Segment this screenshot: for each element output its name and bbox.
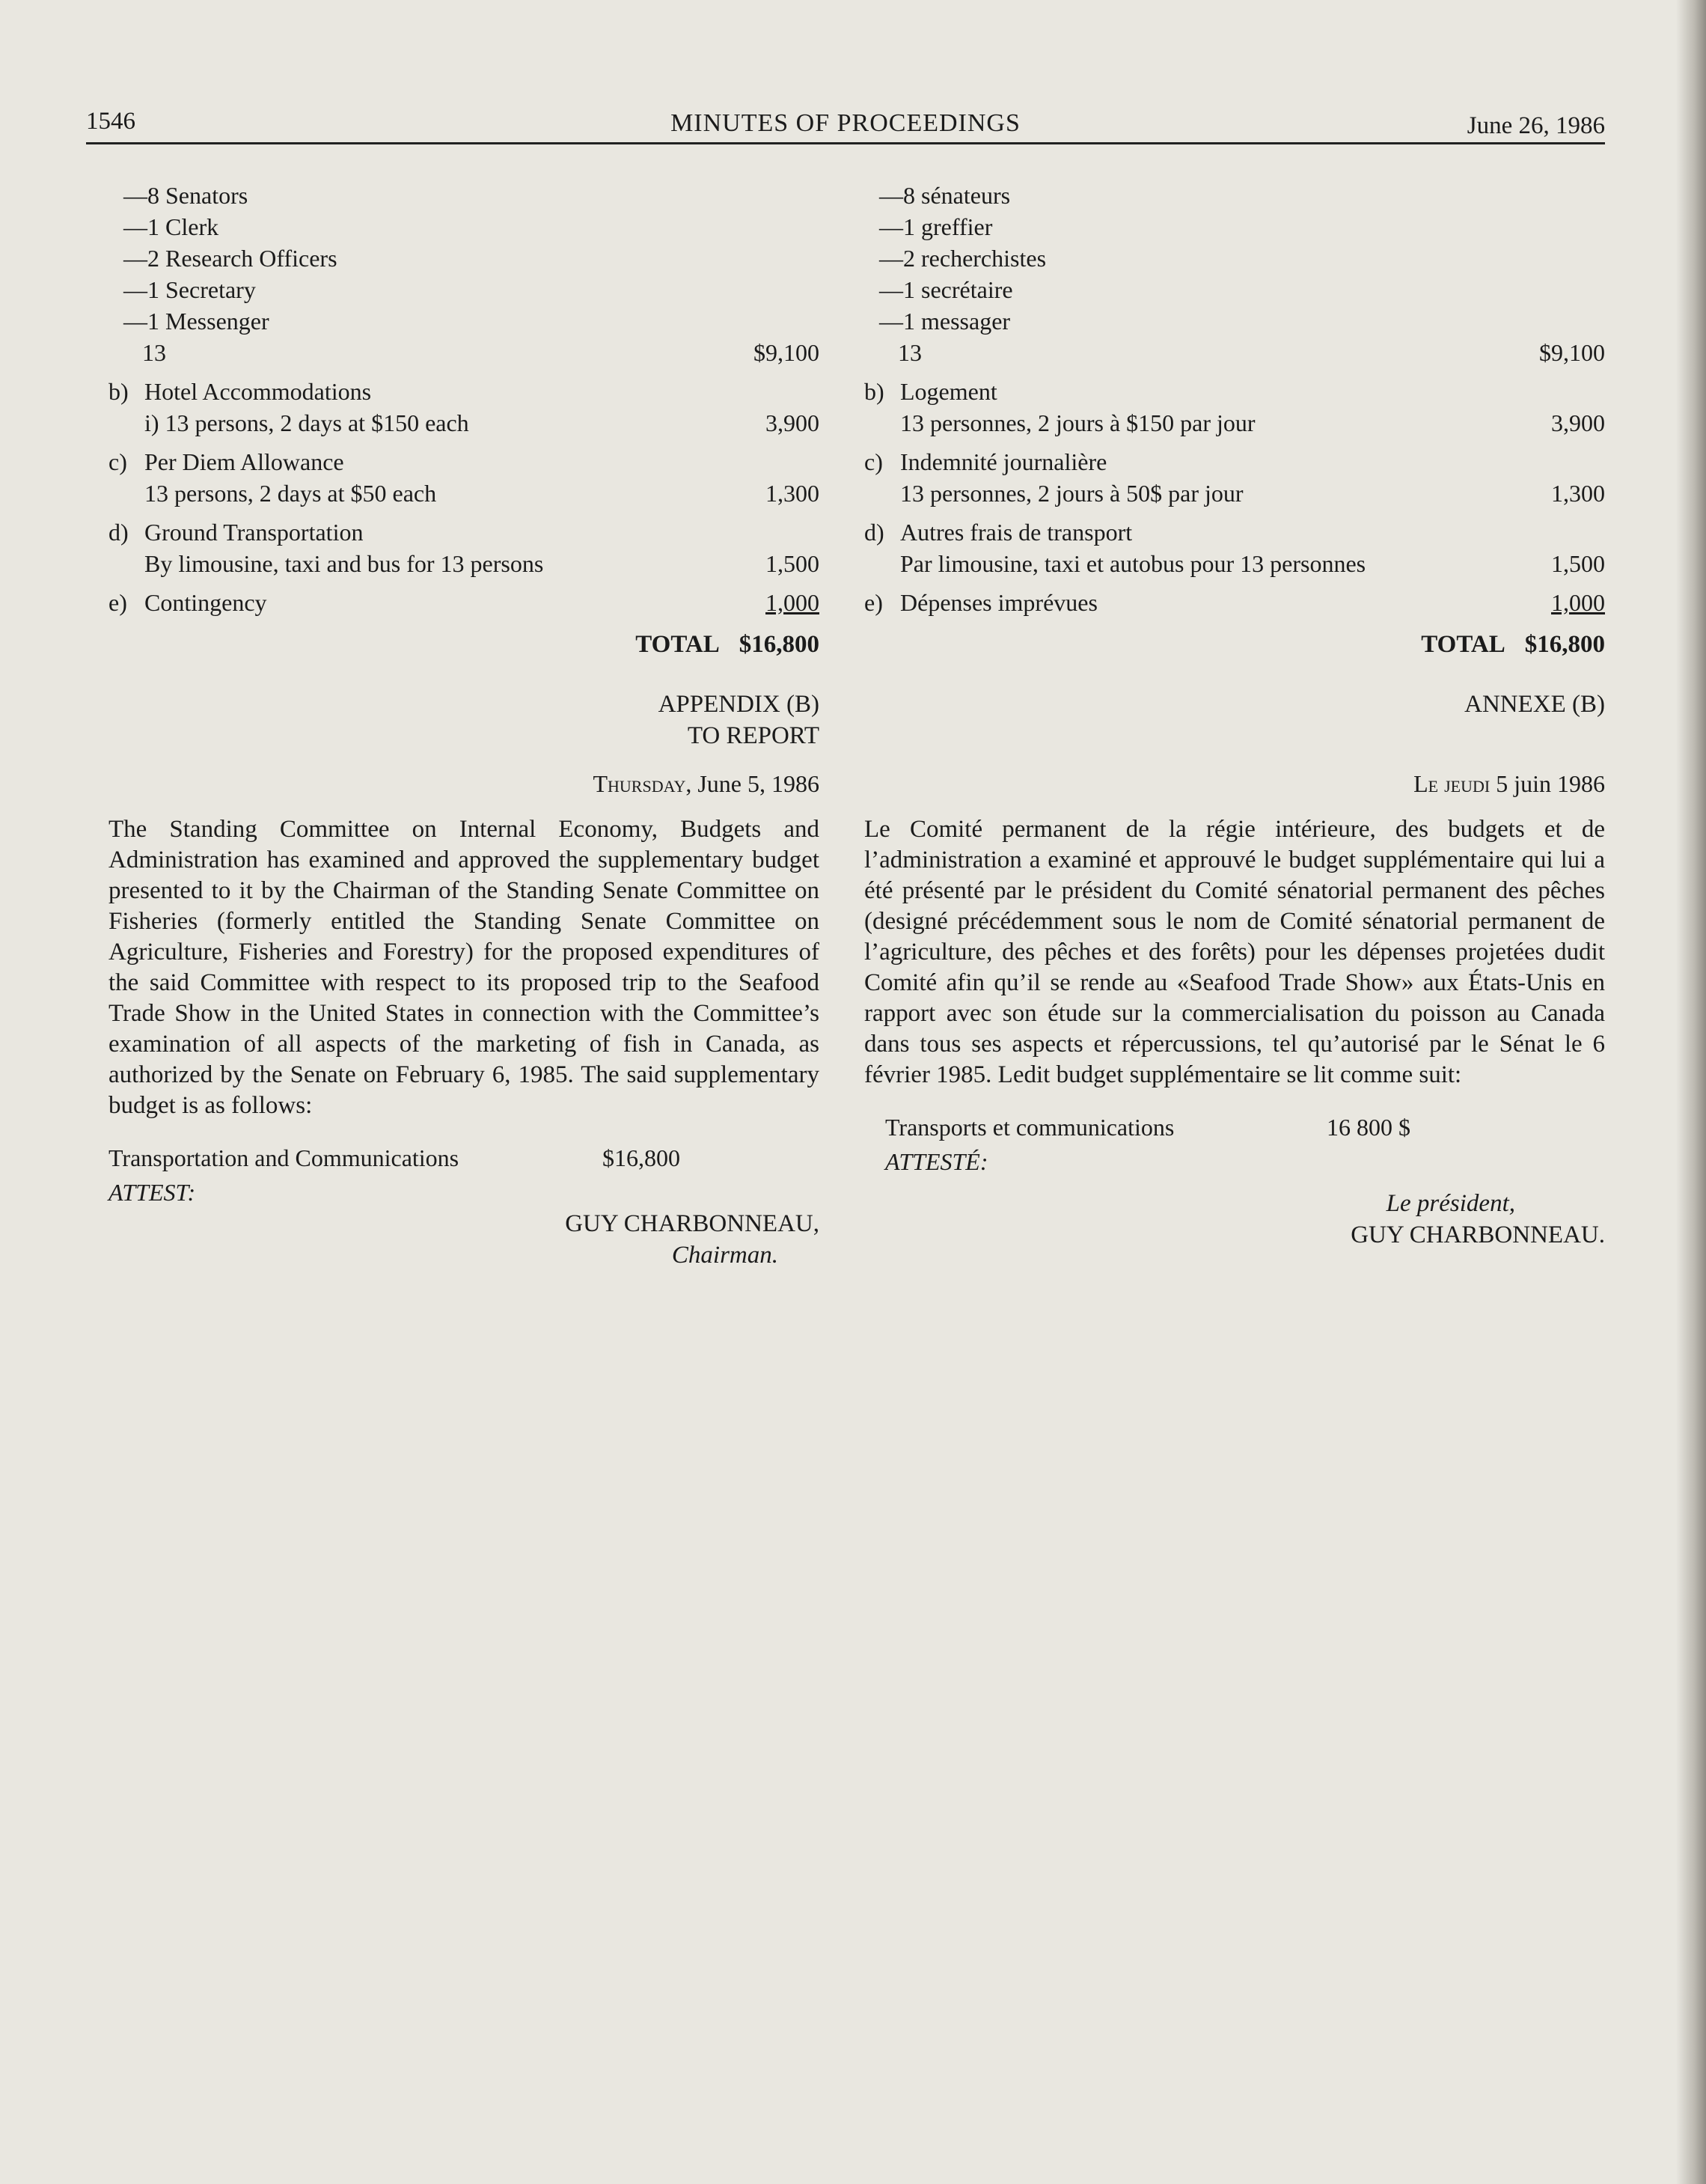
item-label: d) xyxy=(108,519,129,546)
budget-item xyxy=(108,446,819,509)
report-date-rest: June 5, 1986 xyxy=(697,770,819,797)
budget-item xyxy=(864,446,1605,509)
budget-item xyxy=(864,516,1605,579)
page-header xyxy=(86,105,1605,144)
item-detail: i) 13 persons, 2 days at $150 each xyxy=(144,409,469,436)
report-date xyxy=(108,768,819,799)
staff-total-count: 13 xyxy=(898,339,922,366)
staff-total-amount: $9,100 xyxy=(1539,339,1605,366)
appendix-subtitle: TO REPORT xyxy=(687,722,819,749)
budget-item xyxy=(108,587,819,618)
item-title: Indemnité journalière xyxy=(900,448,1107,475)
item-detail: 13 personnes, 2 jours à 50$ par jour xyxy=(900,480,1244,507)
transport-amount: $16,800 xyxy=(602,1144,680,1171)
staff-total-amount: $9,100 xyxy=(753,339,819,366)
item-title: Hotel Accommodations xyxy=(144,378,372,405)
attest-label: ATTESTÉ: xyxy=(885,1148,988,1175)
budget-item xyxy=(864,376,1605,439)
item-title: Ground Transportation xyxy=(144,519,364,546)
total-label: TOTAL xyxy=(635,631,720,658)
budget-item xyxy=(864,587,1605,618)
budget-item xyxy=(108,516,819,579)
report-date-day: Le jeudi xyxy=(1413,770,1491,797)
item-title: Autres frais de transport xyxy=(900,519,1133,546)
signature-block xyxy=(864,1188,1605,1251)
signatory-title: Le président, xyxy=(1386,1190,1515,1217)
item-amount: 1,500 xyxy=(1551,550,1605,577)
item-title: Dépenses imprévues xyxy=(900,589,1098,616)
signatory-title: Chairman. xyxy=(671,1242,778,1269)
staff-line: —1 Clerk xyxy=(123,213,219,240)
staff-line: —1 secrétaire xyxy=(879,276,1013,303)
appendix-title: ANNEXE (B) xyxy=(1464,691,1605,718)
staff-line: —1 greffier xyxy=(879,213,993,240)
staff-line: —1 messager xyxy=(879,308,1011,335)
total-amount: $16,800 xyxy=(1524,631,1605,658)
body-paragraph: Le Comité permanent de la régie intérieure, des budgets et de l’administration a examiné et approuvé le budget supplémentaire qui lui a été présenté par le président du Comité sénatorial permanent des pêches (designé précédemment sous le nom de Comité sénatorial permanent de l’agriculture, des pêches et des forêts) pour les dépenses projetées dudit Comité afin qu’il se rende au «Seafood Trade Show» aux États-Unis en rapport avec son étude sur la commercialisation du poisson au Canada dans tous ses aspects et répercussions, tel qu’autorisé par le Sénat le 6 février 1985. Ledit budget supplémentaire se lit comme suit: xyxy=(864,816,1605,1088)
header-date: June 26, 1986 xyxy=(1467,112,1605,139)
item-amount: 1,300 xyxy=(765,480,819,507)
item-label: e) xyxy=(864,589,883,616)
staff-line: —1 Secretary xyxy=(123,276,256,303)
item-label: c) xyxy=(108,448,127,475)
appendix-heading xyxy=(108,689,819,751)
item-title: Logement xyxy=(900,378,997,405)
report-date-day: Thursday, xyxy=(593,770,692,797)
transport-line xyxy=(108,1142,819,1174)
staff-line: —1 Messenger xyxy=(123,308,269,335)
transport-line xyxy=(864,1111,1605,1143)
attest-label: ATTEST: xyxy=(108,1179,196,1206)
total-line xyxy=(864,629,1605,660)
item-label: d) xyxy=(864,519,884,546)
total-amount: $16,800 xyxy=(739,631,819,658)
staff-line: —2 Research Officers xyxy=(123,245,337,272)
staff-line: —2 recherchistes xyxy=(879,245,1047,272)
report-date-rest: 5 juin 1986 xyxy=(1496,770,1605,797)
transport-label: Transportation and Communications xyxy=(108,1144,459,1171)
item-amount: 3,900 xyxy=(1551,409,1605,436)
english-column xyxy=(108,180,819,1271)
signature-block xyxy=(108,1208,819,1271)
item-detail: 13 personnes, 2 jours à $150 par jour xyxy=(900,409,1256,436)
item-amount: 1,000 xyxy=(1551,589,1605,616)
item-amount: 1,000 xyxy=(765,589,819,616)
staff-total-row xyxy=(108,337,819,368)
page-number: 1546 xyxy=(86,108,135,135)
staff-total-count: 13 xyxy=(142,339,166,366)
transport-amount: 16 800 $ xyxy=(1327,1114,1410,1141)
staff-line: —8 sénateurs xyxy=(879,182,1011,209)
item-amount: 1,300 xyxy=(1551,480,1605,507)
body-paragraph: The Standing Committee on Internal Economy, Budgets and Administration has examined and approved the supplementary budget presented to it by the Chairman of the Standing Senate Committee on Fisheries (formerly entitled the Standing Senate Committee on Agriculture, Fisheries and Forestry) for the proposed expenditures of the said Committee with respect to its proposed trip to the Seafood Trade Show in the United States in connection with the Committee’s examination of all aspects of the marketing of fish in Canada, as authorized by the Senate on February 6, 1985. The said supplementary budget is as follows: xyxy=(108,816,819,1119)
signatory-name: GUY CHARBONNEAU. xyxy=(1351,1221,1605,1248)
appendix-heading xyxy=(864,689,1605,720)
item-detail: By limousine, taxi and bus for 13 persons xyxy=(144,550,544,577)
page-edge-shadow xyxy=(1676,0,1706,2184)
item-detail: Par limousine, taxi et autobus pour 13 personnes xyxy=(900,550,1366,577)
appendix-title: APPENDIX (B) xyxy=(658,691,819,718)
staff-total-row xyxy=(864,337,1605,368)
item-title: Contingency xyxy=(144,589,267,616)
transport-label: Transports et communications xyxy=(885,1114,1175,1141)
total-label: TOTAL xyxy=(1421,631,1505,658)
total-line xyxy=(108,629,819,660)
item-label: c) xyxy=(864,448,883,475)
item-label: b) xyxy=(864,378,884,405)
staff-line: —8 Senators xyxy=(123,182,248,209)
item-detail: 13 persons, 2 days at $50 each xyxy=(144,480,437,507)
item-amount: 3,900 xyxy=(765,409,819,436)
item-title: Per Diem Allowance xyxy=(144,448,344,475)
item-label: b) xyxy=(108,378,129,405)
item-label: e) xyxy=(108,589,127,616)
item-amount: 1,500 xyxy=(765,550,819,577)
budget-item xyxy=(108,376,819,439)
report-date xyxy=(864,768,1605,799)
french-column xyxy=(864,180,1605,1251)
signatory-name: GUY CHARBONNEAU, xyxy=(565,1210,819,1237)
page-title: MINUTES OF PROCEEDINGS xyxy=(670,109,1021,137)
